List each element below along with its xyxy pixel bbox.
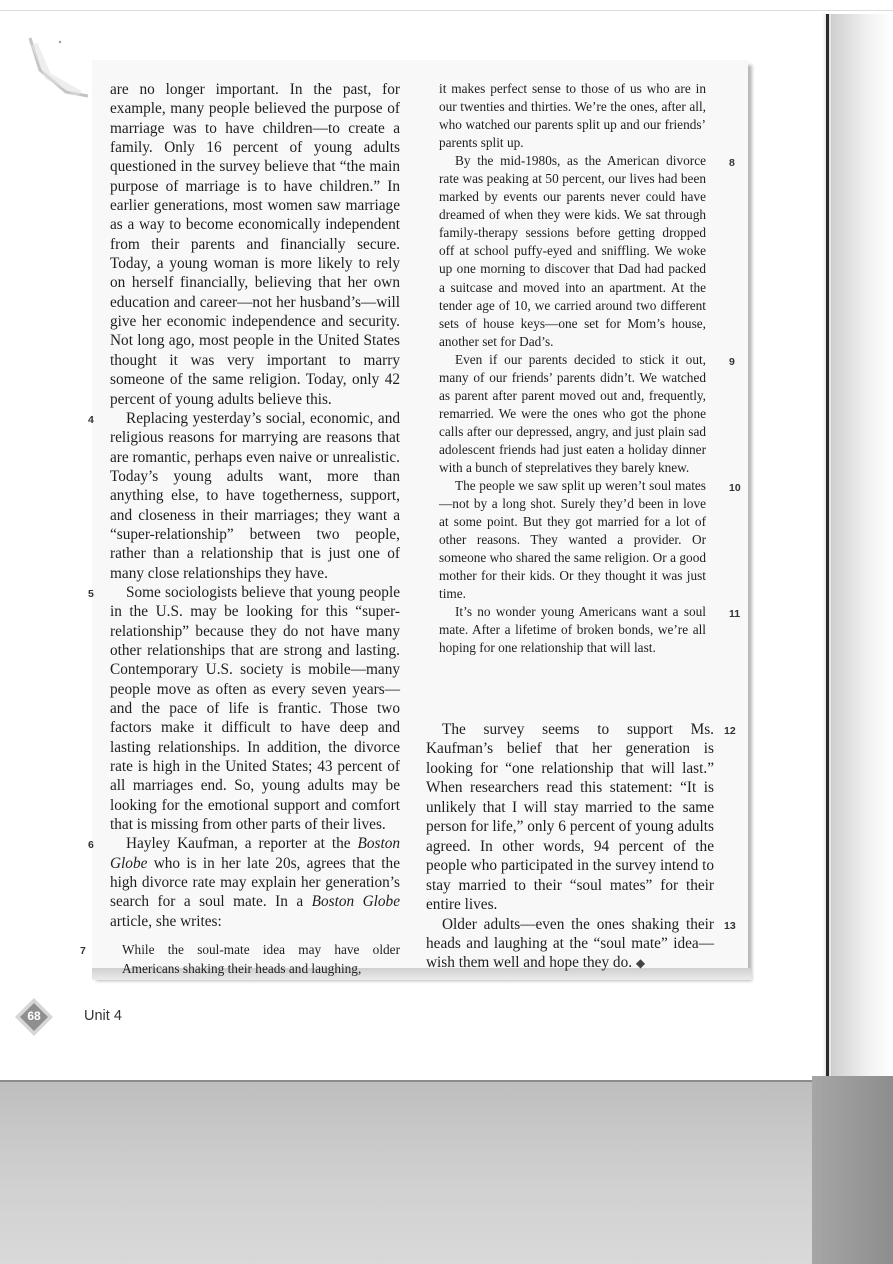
paragraph-text: are no longer important. In the past, for example, many people believed the purpose of marriage was to have children—to create a family. Only 16 percent of young adults questioned in the survey believe that “the main purpose of marriage is to have children.” In earlier generations, most women saw marriage as a way to become economically independent from their parents and financially secure. Today, a young woman is more likely to rely on herself financially, believing that her own education and career—not her husband’s—will give her economic independence and security. Not long ago, most people in the United States thought it was very important to marry someone of the same religion. Today, only 42 percent of young adults believe this. — [110, 81, 400, 408]
paragraph-number: 11 — [729, 608, 741, 621]
paragraph-text: it makes perfect sense to those of us who are in our twenties and thirties. We’re the ones, after all, who watched our parents split up and our friends’ parents split up. — [439, 81, 706, 151]
unit-label: Unit 4 — [84, 1008, 122, 1024]
paragraph-13 — [426, 915, 736, 974]
publication-title: Boston Globe — [311, 893, 400, 911]
paragraph-text: The people we saw split up weren’t soul mates—not by a long shot. Surely they’d been in love at some point. But they got married for a lot of other reasons. They wanted a provider. Or someone who shared the same religion. Or a good mother for their kids. Or they thought it was just time. — [439, 478, 706, 602]
paragraph-text: who is in her late 20s, agrees that the high divorce rate may explain her generation’s search for a soul mate. In a — [110, 854, 400, 911]
paragraph-text: Hayley Kaufman, a reporter at the — [126, 835, 358, 853]
paragraph-text: Older adults—even the ones shaking their heads and laughing at the “soul mate” idea—wish them well and hope they do. — [426, 915, 714, 972]
end-diamond-icon: ◆ — [635, 956, 646, 971]
paragraph-8 — [439, 152, 735, 351]
paragraph-4 — [88, 409, 400, 583]
paragraph-text: Replacing yesterday’s social, economic, and religious reasons for marrying are reasons that are romantic, perhaps even naive or unrealistic. Today’s young adults want, more than anything else, to have togetherness, support, and closeness in their marriages; they want a “super-relationship” between two people, rather than a relationship that is just one of many close relationships they have. — [110, 409, 400, 582]
corner-smudge-mark — [18, 30, 98, 110]
paragraph-12 — [426, 720, 736, 915]
page-bottom-edge — [0, 1080, 893, 1082]
paragraph-text: Even if our parents decided to stick it out, many of our friends’ parents didn’t. We watched as parent after parent moved out and, frequently, remarried. We were the ones who got the phone calls after our depressed, angry, and just plain sad adolescent friends had just eaten a holiday dinner with a bunch of steprelatives they barely knew. — [439, 351, 706, 475]
paragraph-number: 5 — [88, 587, 94, 600]
paragraph-number: 6 — [88, 839, 94, 852]
paragraph-11 — [439, 603, 741, 657]
paragraph-number: 10 — [729, 482, 741, 495]
right-page-shadow — [831, 14, 893, 1089]
scanner-bed-area — [0, 1080, 893, 1264]
paragraph-number: 7 — [80, 945, 86, 958]
paragraph-number: 9 — [729, 355, 735, 368]
paragraph-number: 8 — [729, 157, 735, 170]
top-scan-edge — [0, 10, 893, 11]
paragraph-3-continued — [110, 80, 400, 409]
publication-title: Boston Globe — [110, 835, 400, 872]
left-column — [80, 80, 400, 978]
scanner-corner-shadow — [812, 1076, 893, 1264]
paragraph-number: 13 — [724, 919, 736, 932]
paragraph-text: By the mid-1980s, as the American divorce rate was peaking at 50 percent, our lives had been marked by events our parents never could have dreamed of when they were kids. We sat through family-therapy sessions before getting dropped off at school puffy-eyed and sniffling. We woke up one morning to discover that Dad had packed a suitcase and moved into an apartment. At the tender age of 10, we carried around two different sets of house keys—one set for Mom’s house, another set for Dad’s. — [439, 153, 706, 349]
paragraph-6 — [88, 834, 400, 931]
paragraph-text: article, she writes: — [110, 912, 222, 930]
paragraph-9 — [439, 351, 735, 477]
paragraph-text: The survey seems to support Ms. Kaufman’s belief that her generation is looking for “one relationship that will last.” When researchers read this statement: “It is unlikely that I will stay married to the same person for life,” only 6 percent of young adults agreed. In other words, 94 percent of the people who participated in the survey intend to stay married to their “soul mates” for their entire lives. — [426, 721, 714, 914]
paragraph-5 — [88, 583, 400, 834]
page-number: 68 — [27, 1009, 41, 1023]
right-column-quote — [439, 80, 741, 658]
paragraph-text: While the soul-mate idea may have older Americans shaking their heads and laughing, — [122, 942, 400, 977]
paragraph-text: It’s no wonder young Americans want a soul mate. After a lifetime of broken bonds, we’re all hoping for one relationship that will last. — [439, 604, 706, 656]
right-column-lower — [426, 720, 736, 974]
paragraph-number: 4 — [88, 413, 94, 426]
paragraph-number: 12 — [724, 725, 736, 737]
paragraph-text: Some sociologists believe that young people in the U.S. may be looking for this “super-relationship” because they do not have many other relationships that are strong and lasting. Contemporary U.S. society is mobile—many people move as often as every seven years—and the pace of life is frantic. Those two factors make it difficult to have deep and lasting relationships. In addition, the divorce rate is high in the United States; 43 percent of all marriages end. So, young adults may be looking for the emotional support and comfort that is missing from other parts of their lives. — [110, 583, 400, 834]
book-binding-line — [826, 14, 829, 1094]
quote-paragraph-7 — [80, 940, 400, 978]
paragraph-10 — [439, 477, 741, 603]
paragraph-7-continued — [439, 80, 706, 152]
